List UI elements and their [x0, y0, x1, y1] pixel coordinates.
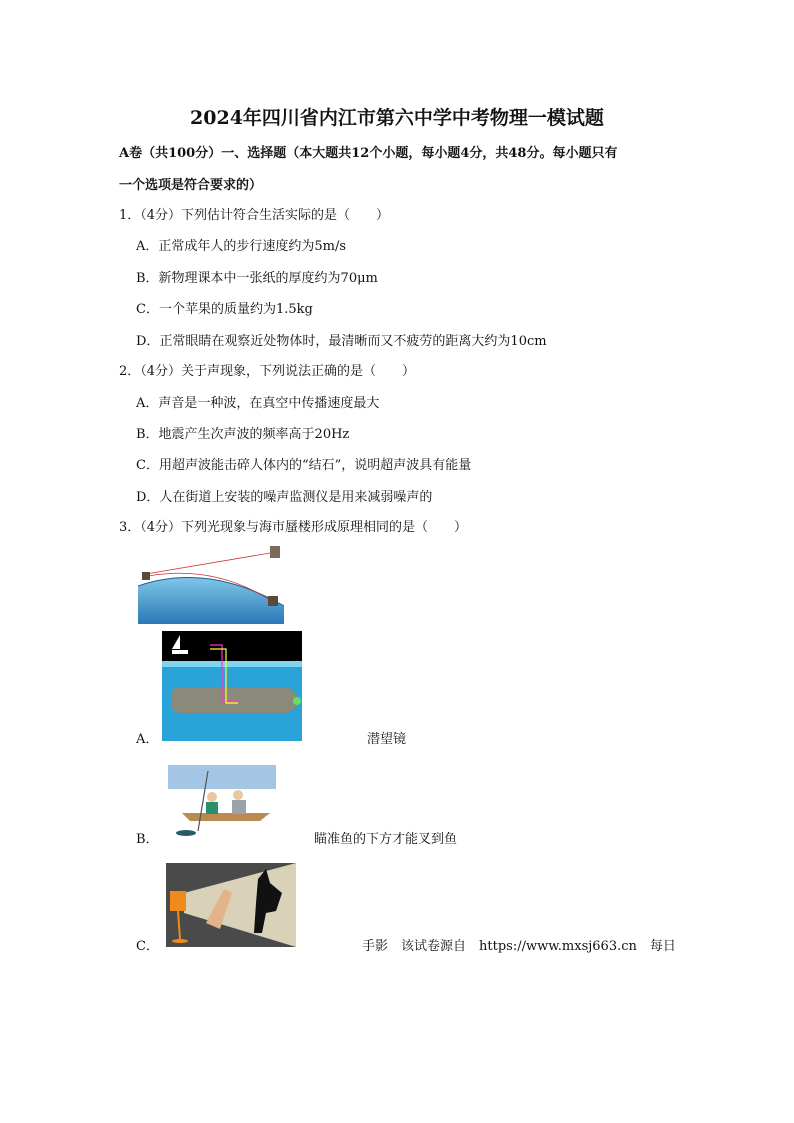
mirage-figure	[138, 544, 284, 624]
question-3-option-a-letter: A．	[136, 732, 159, 747]
question-1-stem: 1．（4分）下列估计符合生活实际的是（ ）	[119, 208, 390, 223]
question-1-option-d: D．正常眼睛在观察近处物体时，最清晰而又不疲劳的距离大约为10cm	[136, 334, 547, 349]
periscope-figure	[162, 631, 302, 741]
question-3-option-c-caption: 手影 该试卷源自 https://www.mxsj663.cn 每日	[362, 939, 676, 954]
question-3-stem: 3．（4分）下列光现象与海市蜃楼形成原理相同的是（ ）	[119, 520, 468, 535]
question-2-option-c: C．用超声波能击碎人体内的“结石”，说明超声波具有能量	[136, 458, 472, 473]
section-header-line1: A卷（共100分）一、选择题（本大题共12个小题，每小题4分，共48分。每小题只有	[119, 146, 618, 161]
page-title: 2024年四川省内江市第六中学中考物理一模试题	[190, 107, 604, 129]
hand-shadow-figure	[166, 863, 296, 947]
question-3-option-c-letter: C．	[136, 939, 159, 954]
question-2-option-d: D．人在街道上安装的噪声监测仪是用来减弱噪声的	[136, 490, 433, 505]
question-1-option-b: B．新物理课本中一张纸的厚度约为70μm	[136, 271, 378, 286]
question-1-option-c: C．一个苹果的质量约为1.5kg	[136, 302, 313, 317]
question-3-option-b-letter: B．	[136, 832, 159, 847]
question-2-option-a: A．声音是一种波，在真空中传播速度最大	[136, 396, 380, 411]
section-header-line2: 一个选项是符合要求的）	[119, 178, 263, 193]
question-2-option-b: B．地震产生次声波的频率高于20Hz	[136, 427, 350, 442]
question-2-stem: 2．（4分）关于声现象，下列说法正确的是（ ）	[119, 364, 416, 379]
spearfishing-figure	[162, 761, 280, 841]
question-3-option-a-caption: 潜望镜	[367, 732, 407, 747]
question-3-option-b-caption: 瞄准鱼的下方才能叉到鱼	[314, 832, 458, 847]
question-1-option-a: A．正常成年人的步行速度约为5m/s	[136, 239, 347, 254]
